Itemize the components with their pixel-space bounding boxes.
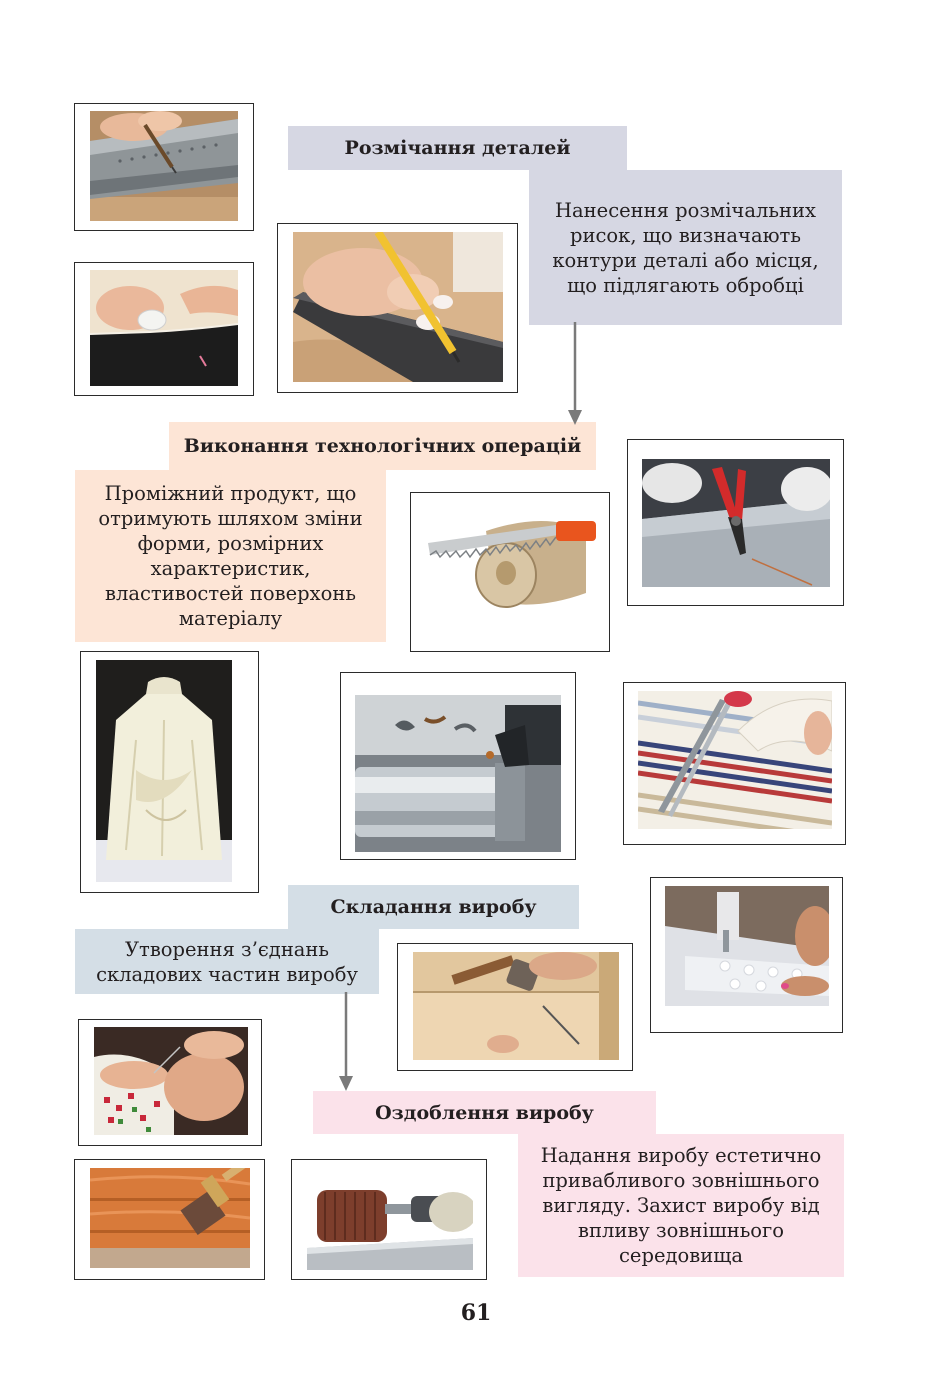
photo-frame-snips <box>627 439 844 606</box>
photo-frame-marking-fabric <box>74 262 254 396</box>
photo-marking-with-pencil-and-ruler <box>293 232 503 382</box>
photo-frame-marking-metal <box>74 103 254 231</box>
photo-marking-metal-with-scriber <box>90 111 238 221</box>
photo-dress-on-mannequin <box>96 660 232 882</box>
photo-frame-sawing <box>410 492 610 652</box>
finishing-description: Надання виробу естетично привабливого зовнішнього вигляду. Захист виробу від впливу зовнішнього середовища <box>518 1134 844 1277</box>
photo-varnishing-wood-with-brush <box>90 1168 250 1268</box>
photo-sewing-on-machine <box>665 886 829 1006</box>
photo-frame-scissors <box>623 682 846 845</box>
photo-marking-fabric-with-chalk <box>90 270 238 386</box>
photo-frame-varnish <box>74 1159 265 1280</box>
photo-cross-stitch-embroidery <box>94 1027 248 1135</box>
photo-cutting-striped-fabric-with-scissors <box>638 691 832 829</box>
arrow-assembly-to-finishing <box>336 992 356 1092</box>
photo-cutting-sheet-metal-with-snips <box>642 459 830 587</box>
marking-title: Розмічання деталей <box>288 126 627 170</box>
photo-frame-dress <box>80 651 259 893</box>
page-number: 61 <box>460 1300 492 1326</box>
operations-title: Виконання технологічних операцій <box>169 422 596 470</box>
photo-frame-embroidery <box>78 1019 262 1146</box>
assembly-description: Утворення з’єднань складових частин виробу <box>75 929 379 994</box>
photo-metal-turning-on-lathe <box>355 695 561 852</box>
photo-hammering-nail-into-wood <box>413 952 619 1060</box>
photo-grinding-with-flap-wheel <box>307 1168 473 1270</box>
finishing-title: Оздоблення виробу <box>313 1091 656 1134</box>
photo-frame-hammer <box>397 943 633 1071</box>
photo-frame-grinding <box>291 1159 487 1280</box>
photo-frame-lathe <box>340 672 576 860</box>
photo-frame-sewing <box>650 877 843 1033</box>
assembly-title: Складання виробу <box>288 885 579 929</box>
photo-frame-marking-pencil <box>277 223 518 393</box>
photo-sawing-wooden-log <box>426 501 596 643</box>
operations-description: Проміжний продукт, що отримують шляхом зміни форми, розмірних характеристик, властивостей поверхонь матеріалу <box>75 470 386 642</box>
marking-description: Нанесення розмічальних рисок, що визначають контури деталі або місця, що підлягають обробці <box>529 170 842 325</box>
arrow-marking-to-operations <box>565 322 585 426</box>
